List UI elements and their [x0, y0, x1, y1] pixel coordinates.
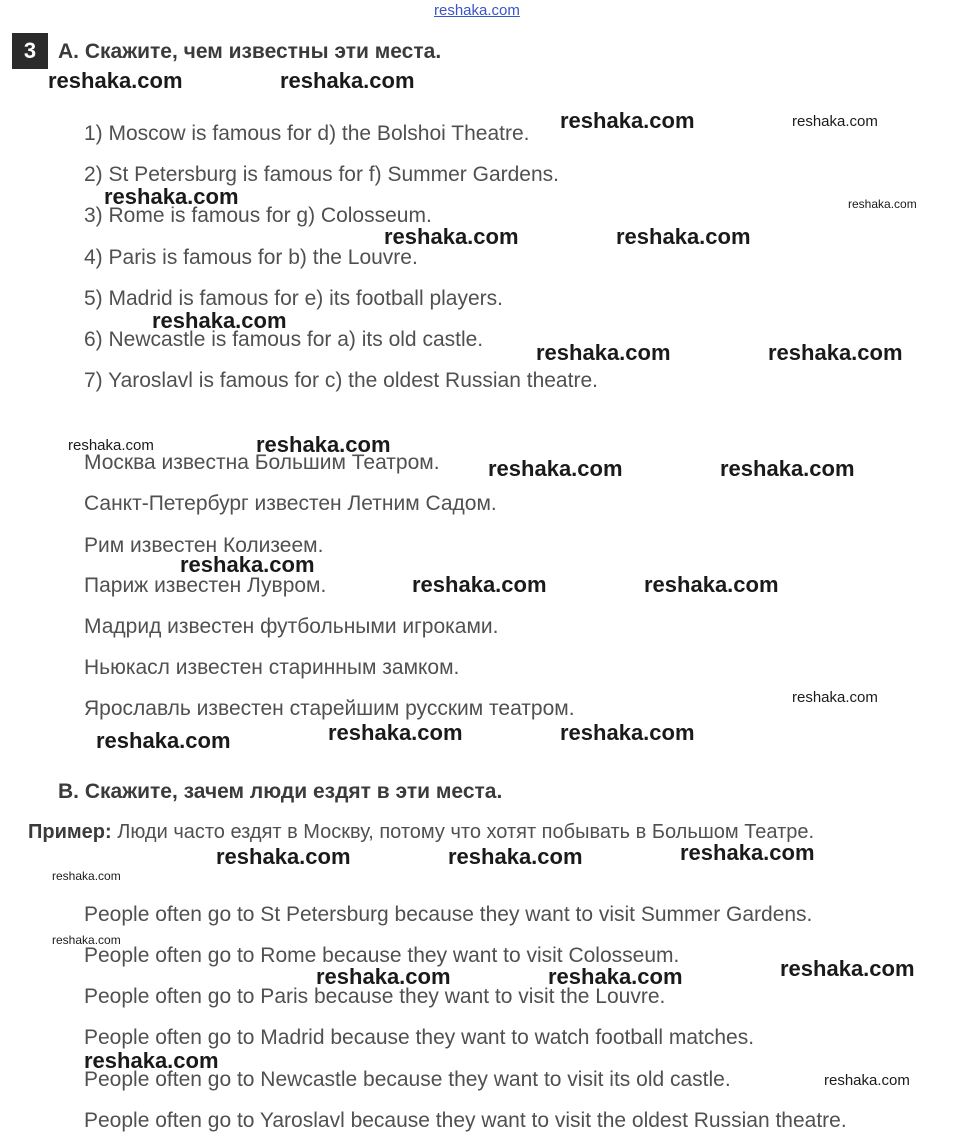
watermark: reshaka.com: [548, 964, 683, 989]
watermark: reshaka.com: [488, 456, 623, 481]
watermark: reshaka.com: [680, 840, 815, 865]
watermark: reshaka.com: [536, 340, 671, 365]
watermark: reshaka.com: [792, 113, 878, 130]
watermark: reshaka.com: [68, 437, 154, 454]
watermark: reshaka.com: [216, 844, 351, 869]
watermark: reshaka.com: [560, 720, 695, 745]
answer-line-3: People often go to Paris because they want to visit the Louvre.: [84, 985, 666, 1008]
russian-line-7: Ярославль известен старейшим русским театром.: [84, 697, 575, 720]
watermark: reshaka.com: [792, 689, 878, 706]
example-text: Люди часто ездят в Москву, потому что хотят побывать в Большом Театре.: [111, 821, 815, 843]
watermark: reshaka.com: [52, 933, 121, 947]
watermark: reshaka.com: [848, 197, 917, 211]
watermark: reshaka.com: [256, 432, 391, 457]
watermark: reshaka.com: [824, 1072, 910, 1089]
english-line-4: 4) Paris is famous for b) the Louvre.: [84, 246, 418, 269]
watermark: reshaka.com: [768, 340, 903, 365]
russian-line-2: Санкт-Петербург известен Летним Садом.: [84, 492, 497, 515]
exercise-number-badge: 3: [12, 33, 48, 69]
answer-line-5: People often go to Newcastle because they want to visit its old castle.: [84, 1068, 731, 1091]
watermark: reshaka.com: [412, 572, 547, 597]
site-watermark-link[interactable]: reshaka.com: [434, 2, 520, 19]
russian-line-3: Рим известен Колизеем.: [84, 534, 324, 557]
watermark: reshaka.com: [616, 224, 751, 249]
russian-line-6: Ньюкасл известен старинным замком.: [84, 656, 460, 679]
watermark: reshaka.com: [84, 1048, 219, 1073]
watermark: reshaka.com: [104, 184, 239, 209]
watermark: reshaka.com: [48, 68, 183, 93]
watermark: reshaka.com: [96, 728, 231, 753]
watermark: reshaka.com: [52, 869, 121, 883]
watermark: reshaka.com: [280, 68, 415, 93]
watermark: reshaka.com: [560, 108, 695, 133]
watermark: reshaka.com: [316, 964, 451, 989]
watermark: reshaka.com: [780, 956, 915, 981]
answer-line-4: People often go to Madrid because they want to watch football matches.: [84, 1026, 755, 1049]
english-line-3: 3) Rome is famous for g) Colosseum.: [84, 204, 432, 227]
watermark: reshaka.com: [448, 844, 583, 869]
english-line-1: 1) Moscow is famous for d) the Bolshoi Theatre.: [84, 122, 530, 145]
answer-line-1: People often go to St Petersburg because they want to visit Summer Gardens.: [84, 903, 813, 926]
section-a-heading: A. Скажите, чем известны эти места.: [58, 40, 442, 63]
english-line-7: 7) Yaroslavl is famous for c) the oldest Russian theatre.: [84, 369, 598, 392]
watermark: reshaka.com: [152, 308, 287, 333]
example-label: Пример:: [28, 821, 112, 843]
answer-line-2: People often go to Rome because they want to visit Colosseum.: [84, 944, 680, 967]
english-line-5: 5) Madrid is famous for e) its football players.: [84, 287, 503, 310]
russian-line-1: Москва известна Большим Театром.: [84, 451, 440, 474]
russian-line-5: Мадрид известен футбольными игроками.: [84, 615, 499, 638]
english-line-6: 6) Newcastle is famous for a) its old castle.: [84, 328, 484, 351]
watermark: reshaka.com: [180, 552, 315, 577]
answer-line-6: People often go to Yaroslavl because they want to visit the oldest Russian theatre.: [84, 1109, 847, 1132]
russian-line-4: Париж известен Лувром.: [84, 574, 327, 597]
watermark: reshaka.com: [328, 720, 463, 745]
english-line-2: 2) St Petersburg is famous for f) Summer Gardens.: [84, 163, 560, 186]
watermark: reshaka.com: [644, 572, 779, 597]
watermark: reshaka.com: [720, 456, 855, 481]
section-b-heading: B. Скажите, зачем люди ездят в эти места.: [58, 780, 503, 803]
watermark: reshaka.com: [384, 224, 519, 249]
